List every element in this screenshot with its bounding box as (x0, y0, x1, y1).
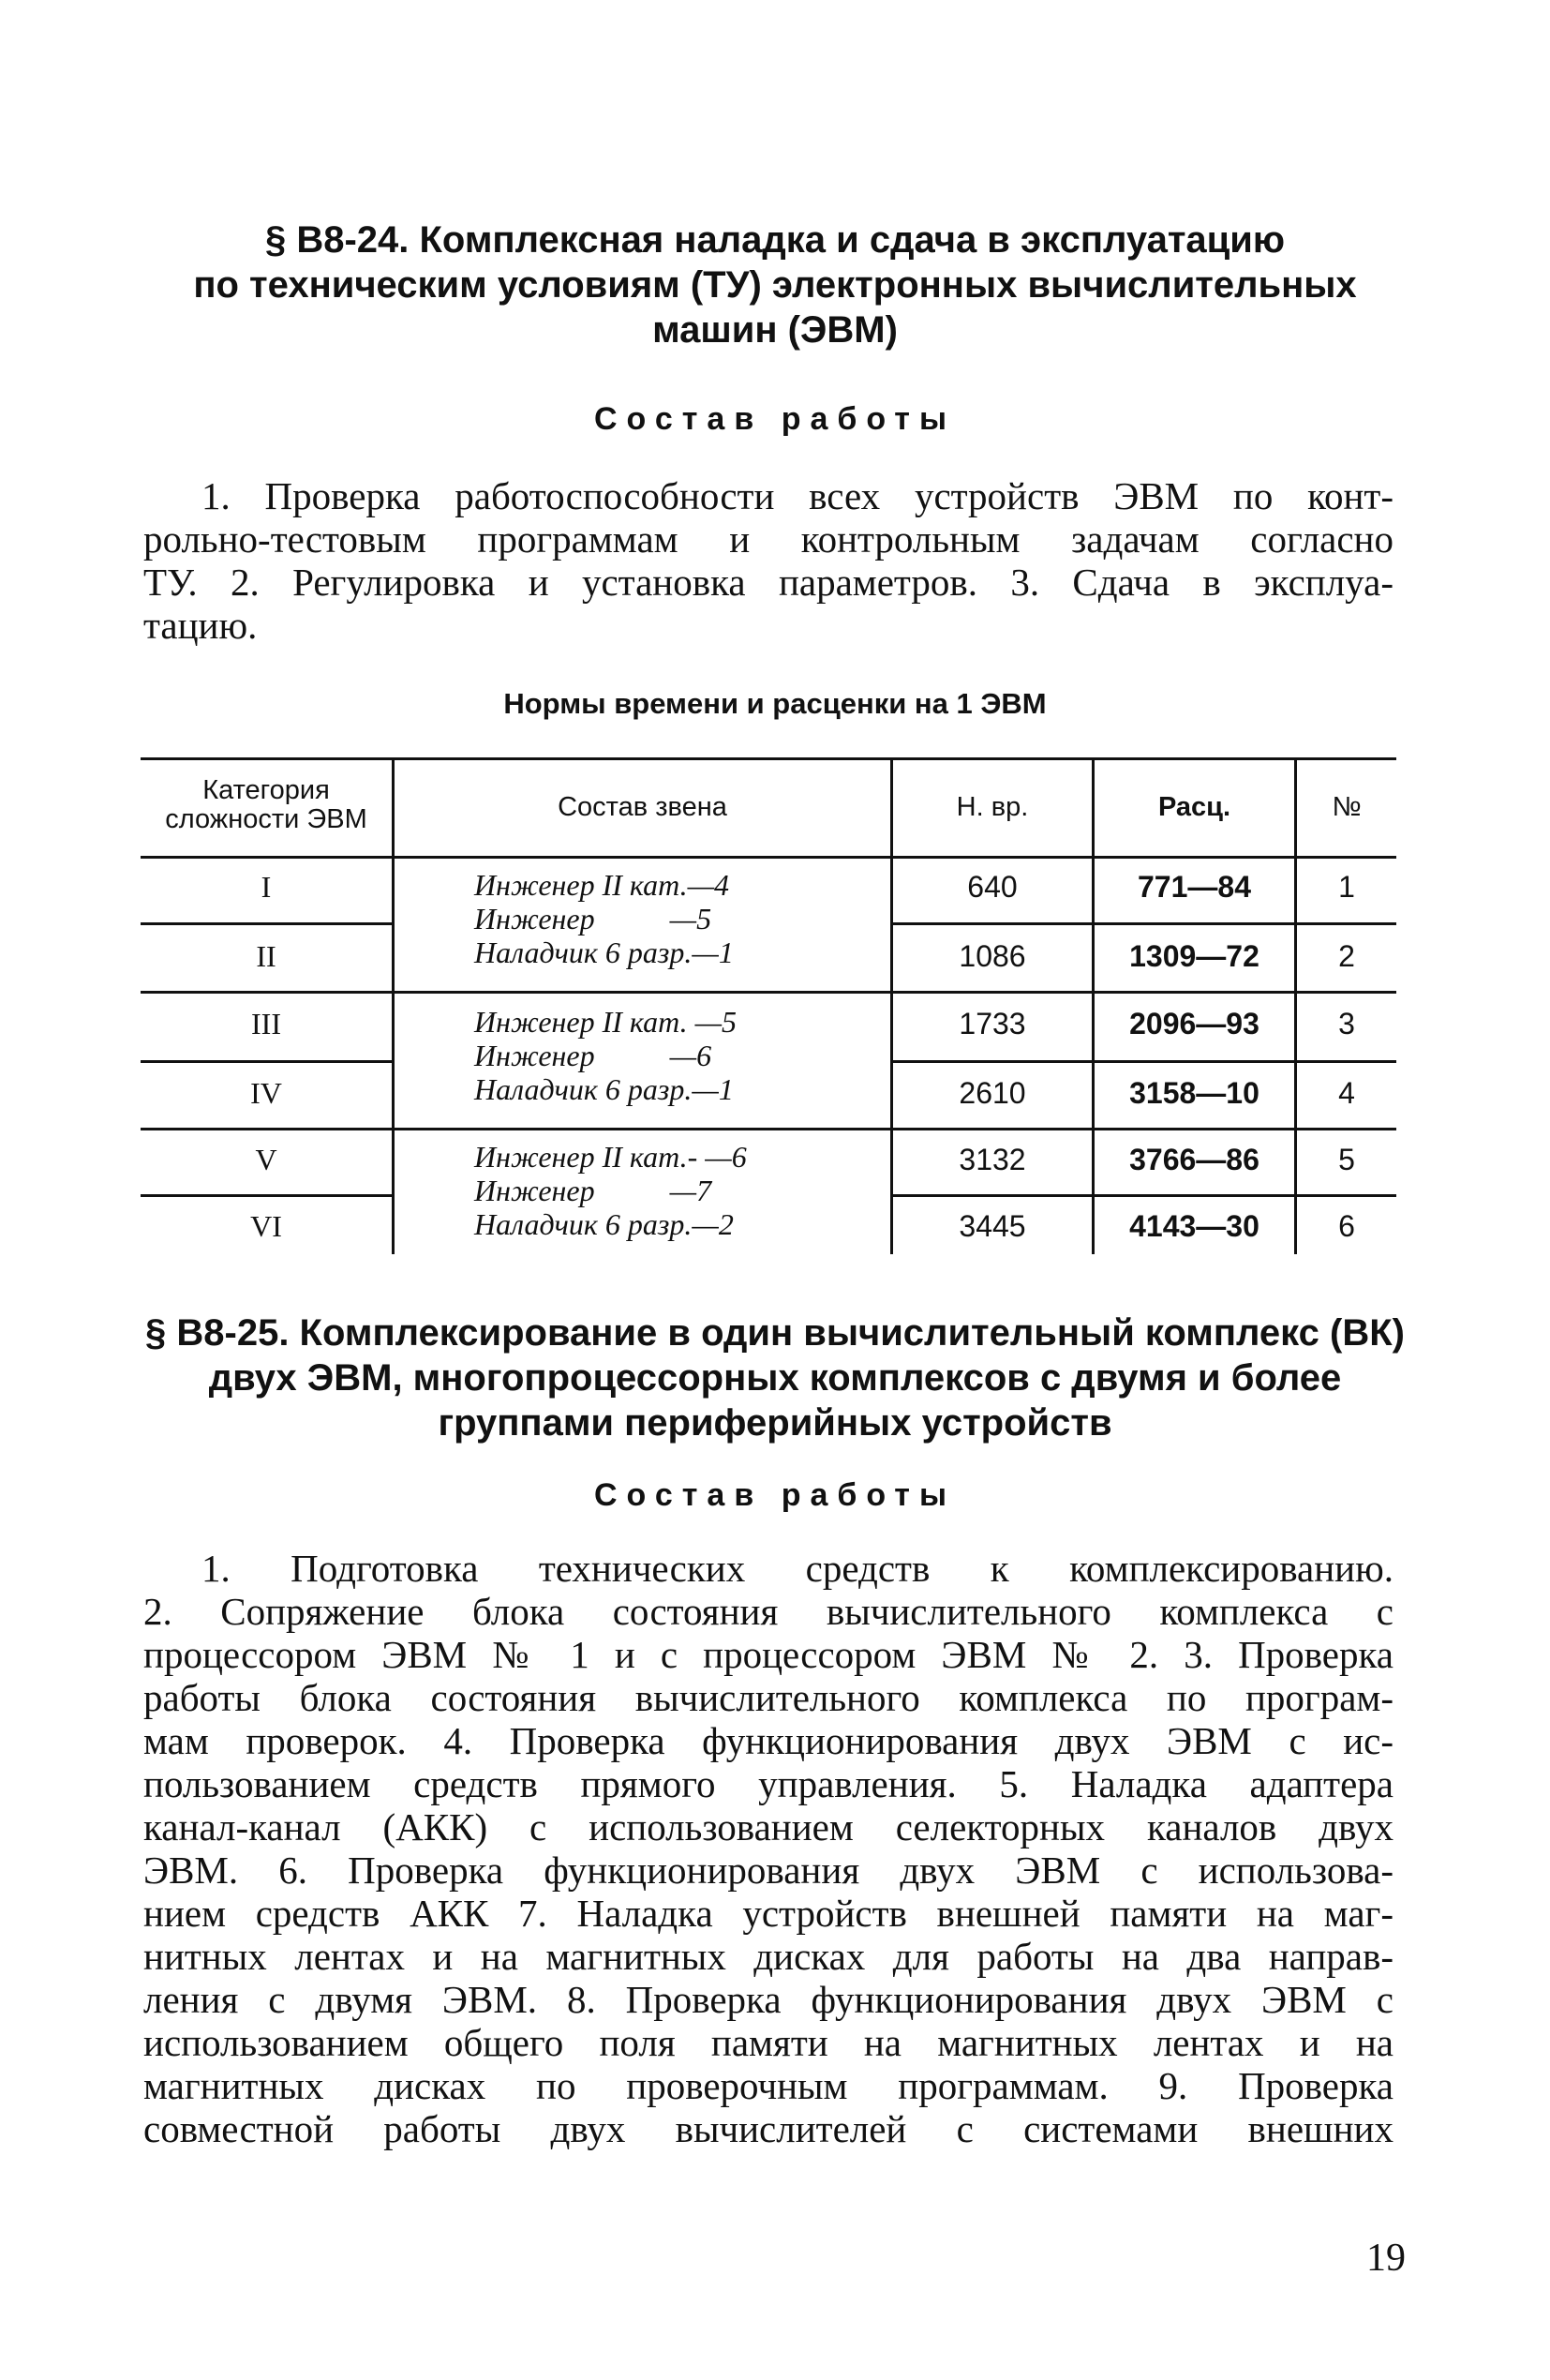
text-line: совместной работы двух вычислителей с системами внешних (143, 2107, 1394, 2150)
row-rule (892, 922, 1396, 925)
header-category-line: сложности ЭВМ (165, 804, 367, 834)
work-composition-text (143, 474, 1394, 647)
row-rule (141, 1060, 394, 1063)
text-line: 1. Подготовка технических средств к комплексированию. (201, 1547, 1394, 1590)
header-category (141, 776, 392, 834)
text-line: использованием общего поля памяти на магнитных лентах и на (143, 2021, 1394, 2064)
crew-line: Наладчик 6 разр.—1 (474, 1072, 734, 1106)
crew-composition (474, 1140, 961, 1241)
table-caption: Нормы времени и расценки на 1 ЭВМ (503, 687, 1047, 720)
hours-cell: 3445 (959, 1209, 1026, 1243)
text-line: мам проверок. 4. Проверка функционирования двух ЭВМ с ис- (143, 1719, 1394, 1762)
section-heading-b8-25 (122, 1310, 1428, 1445)
row-rule (141, 1194, 394, 1197)
text-line: тацию. (143, 604, 258, 647)
text-line: ления с двумя ЭВМ. 8. Проверка функционирования двух ЭВМ с (143, 1978, 1394, 2021)
page-number: 19 (1366, 2237, 1406, 2280)
crew-line: Инженер —5 (474, 902, 712, 936)
row-rule (892, 1194, 1396, 1197)
crew-line: Наладчик 6 разр.—2 (474, 1207, 734, 1241)
text-line: пользованием средств прямого управления. 5. Наладка адаптера (143, 1762, 1394, 1805)
category-cell: II (256, 939, 276, 973)
heading-line: по техническим условиям (ТУ) электронных вычислительных (193, 264, 1357, 306)
number-cell: 6 (1338, 1209, 1355, 1243)
category-cell: I (261, 870, 272, 904)
text-line: рольно-тестовым программам и контрольным задачам согласно (143, 517, 1394, 561)
category-cell: III (251, 1007, 281, 1040)
hours-cell: 640 (967, 870, 1018, 904)
heading-line: группами периферийных устройств (438, 1402, 1112, 1444)
heading-line: § В8-24. Комплексная наладка и сдача в эксплуатацию (264, 219, 1286, 261)
header-hours: Н. вр. (956, 792, 1029, 822)
text-line: ЭВМ. 6. Проверка функционирования двух ЭВМ с использова- (143, 1849, 1394, 1892)
row-rule (141, 922, 394, 925)
number-cell: 2 (1338, 939, 1355, 973)
crew-composition (474, 1005, 961, 1106)
category-cell: VI (250, 1209, 282, 1243)
heading-line: § В8-25. Комплексирование в один вычислительный комплекс (ВК) (145, 1312, 1405, 1354)
text-line: 2. Сопряжение блока состояния вычислительного комплекса с (143, 1590, 1394, 1633)
norms-table (141, 757, 1396, 1254)
header-rate: Расц. (1157, 792, 1231, 822)
group-rule (141, 1128, 1396, 1130)
column-rule (1092, 757, 1095, 1254)
rate-cell: 2096—93 (1129, 1007, 1259, 1040)
work-composition-title: Состав работы (594, 1477, 956, 1513)
text-line: канал-канал (АКК) с использованием селекторных каналов двух (143, 1805, 1394, 1849)
crew-composition (474, 868, 961, 969)
crew-line: Инженер II кат.- —6 (474, 1140, 747, 1174)
number-cell: 4 (1338, 1076, 1355, 1110)
work-composition-title: Состав работы (594, 401, 956, 437)
heading-line: двух ЭВМ, многопроцессорных комплексов с двумя и более (208, 1357, 1342, 1399)
category-cell: V (255, 1143, 277, 1176)
category-cell: IV (250, 1076, 282, 1110)
number-cell: 5 (1338, 1143, 1355, 1176)
row-rule (892, 1060, 1396, 1063)
column-rule (392, 757, 395, 1254)
work-composition-text (143, 1547, 1394, 2150)
group-rule (141, 991, 1396, 994)
crew-line: Инженер II кат.—4 (474, 868, 730, 902)
number-cell: 1 (1338, 870, 1355, 904)
rate-cell: 4143—30 (1129, 1209, 1259, 1243)
text-line: магнитных дисках по проверочным программам. 9. Проверка (143, 2064, 1394, 2107)
hours-cell: 2610 (959, 1076, 1026, 1110)
number-cell: 3 (1338, 1007, 1355, 1040)
crew-line: Инженер —7 (474, 1174, 712, 1207)
heading-line: машин (ЭВМ) (652, 309, 898, 351)
table-header-rule (141, 856, 1396, 859)
section-heading-b8-24 (122, 217, 1428, 352)
rate-cell: 3158—10 (1129, 1076, 1259, 1110)
crew-line: Инженер II кат. —5 (474, 1005, 738, 1039)
header-category-line: Категория (202, 775, 330, 805)
rate-cell: 771—84 (1138, 870, 1251, 904)
hours-cell: 1086 (959, 939, 1026, 973)
crew-line: Инженер —6 (474, 1039, 712, 1072)
header-crew: Состав звена (558, 792, 727, 822)
hours-cell: 1733 (959, 1007, 1026, 1040)
text-line: 1. Проверка работоспособности всех устройств ЭВМ по конт- (201, 474, 1394, 517)
text-line: нитных лентах и на магнитных дисках для работы на два направ- (143, 1935, 1394, 1978)
hours-cell: 3132 (959, 1143, 1026, 1176)
crew-line: Наладчик 6 разр.—1 (474, 936, 734, 969)
text-line: нием средств АКК 7. Наладка устройств внешней памяти на маг- (143, 1892, 1394, 1935)
text-line: работы блока состояния вычислительного комплекса по програм- (143, 1676, 1394, 1719)
text-line: ТУ. 2. Регулировка и установка параметров. 3. Сдача в эксплуа- (143, 561, 1394, 604)
table-top-rule (141, 757, 1396, 760)
rate-cell: 1309—72 (1129, 939, 1259, 973)
column-rule (1294, 757, 1297, 1254)
rate-cell: 3766—86 (1129, 1143, 1259, 1176)
text-line: процессором ЭВМ № 1 и с процессором ЭВМ № 2. 3. Проверка (143, 1633, 1394, 1676)
header-number: № (1332, 792, 1362, 822)
